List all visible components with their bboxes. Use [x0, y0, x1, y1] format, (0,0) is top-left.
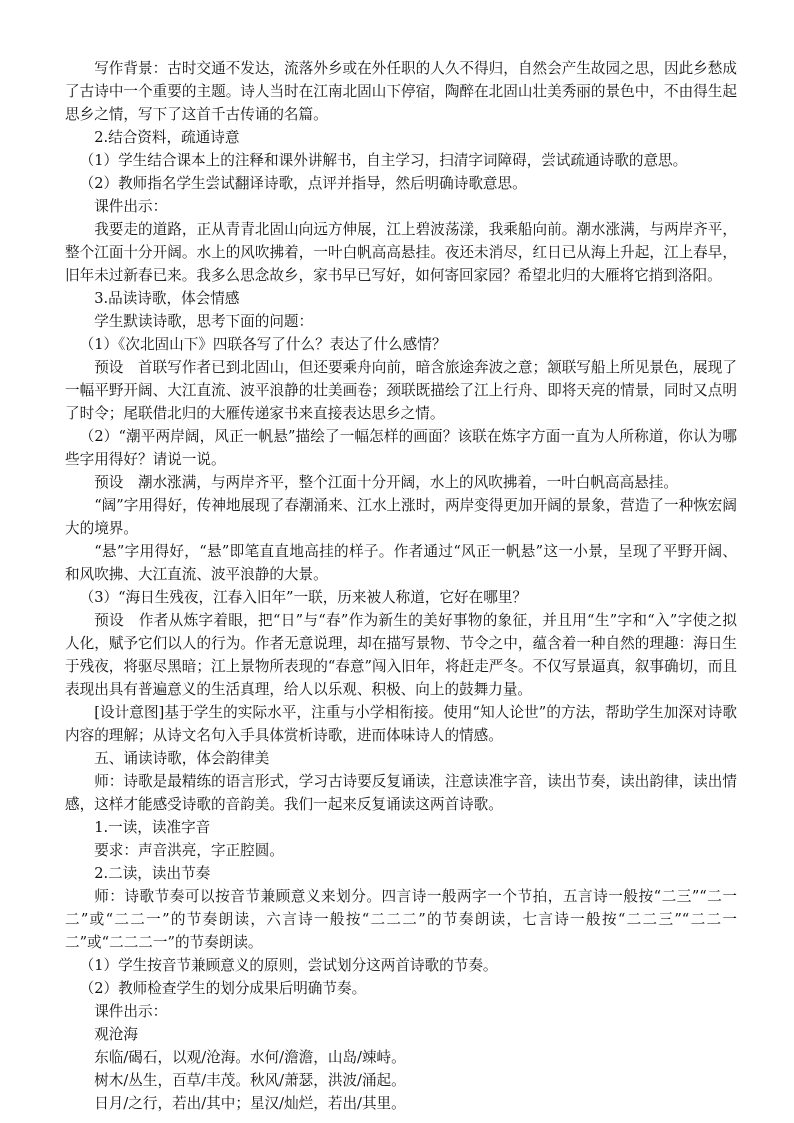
- paragraph: 树木/丛生，百草/丰茂。秋风/萧瑟，洪波/涌起。: [94, 1072, 406, 1089]
- paragraph: 写作背景：古时交通不发达，流落外乡或在外任职的人久不得归，自然会产生故园之思，因此乡愁成了古诗中一个重要的主题。诗人当时在江南北固山下停宿，陶醉在北固山壮美秀丽的景色中，不由得生起思乡之情，写下了这首千古传诵的名篇。: [65, 60, 737, 123]
- document-body: [65, 57, 737, 1115]
- paragraph: 预设 作者从炼字着眼，把“日”与“春”作为新生的美好事物的象征，并且用“生”字和“入”字使之拟人化，赋予它们以人的行为。作者无意说理，却在描写景物、节令之中，蕴含着一种自然的理趣：海日生于残夜，将驱尽黑暗；江上景物所表现的“春意”闯入旧年，将赶走严冬。不仅写景逼真，叙事确切，而且表现出具有普遍意义的生活真理，给人以乐观、积极、向上的鼓舞力量。: [65, 612, 737, 698]
- paragraph: 1.一读，读准字音: [94, 819, 211, 836]
- paragraph: 3.品读诗歌，体会情感: [94, 290, 240, 307]
- paragraph: （1）学生结合课本上的注释和课外讲解书，自主学习，扫清字词障碍，尝试疏通诗歌的意思。: [79, 152, 688, 169]
- paragraph: （2）教师指名学生尝试翻译诗歌，点评并指导，然后明确诗歌意思。: [79, 175, 527, 192]
- paragraph: 我要走的道路，正从青青北固山向远方伸展，江上碧波荡漾，我乘船向前。潮水涨满，与两岸齐平，整个江面十分开阔。水上的风吹拂着，一叶白帆高高悬挂。夜还未消尽，红日已从海上升起，江上春早，旧年未过新春已来。我多么思念故乡，家书早已写好，如何寄回家园？希望北归的大雁将它捎到洛阳。: [65, 221, 737, 284]
- paragraph: 观沧海: [94, 1026, 138, 1043]
- paragraph: （1）《次北固山下》四联各写了什么？表达了什么感情？: [79, 336, 447, 353]
- paragraph: 日月/之行，若出/其中；星汉/灿烂，若出/其里。: [94, 1095, 406, 1112]
- paragraph: 课件出示：: [94, 198, 168, 215]
- paragraph: （2）“潮平两岸阔，风正一帆悬”描绘了一幅怎样的画面？该联在炼字方面一直为人所称道，你认为哪些字用得好？请说一说。: [65, 428, 737, 468]
- paragraph: 要求：声音洪亮，字正腔圆。: [94, 842, 284, 859]
- paragraph: 预设 首联写作者已到北固山，但还要乘舟向前，暗含旅途奔波之意；颔联写船上所见景色，展现了一幅平野开阔、大江直流、波平浪静的壮美画卷；颈联既描绘了江上行舟、即将天亮的情景，同时又点明了时令；尾联借北归的大雁传递家书来直接表达思乡之情。: [65, 359, 737, 422]
- paragraph: 五、诵读诗歌，体会韵律美: [94, 750, 270, 767]
- paragraph: 师：诗歌是最精练的语言形式，学习古诗要反复诵读，注意读准字音，读出节奏，读出韵律，读出情感，这样才能感受诗歌的音韵美。我们一起来反复诵读这两首诗歌。: [65, 773, 737, 813]
- paragraph: 课件出示：: [94, 1003, 168, 1020]
- paragraph: （2）教师检查学生的划分成果后明确节奏。: [79, 980, 367, 997]
- paragraph: （3）“海日生残夜，江春入旧年”一联，历来被人称道，它好在哪里？: [79, 589, 528, 606]
- paragraph: 东临/碣石，以观/沧海。水何/澹澹，山岛/竦峙。: [94, 1049, 406, 1066]
- paragraph: “阔”字用得好，传神地展现了春潮涌来、江水上涨时，两岸变得更加开阔的景象，营造了一种恢宏阔大的境界。: [65, 497, 737, 537]
- paragraph: [设计意图]基于学生的实际水平，注重与小学相衔接。使用“知人论世”的方法，帮助学生加深对诗歌内容的理解；从诗文名句入手具体赏析诗歌，进而体味诗人的情感。: [65, 704, 737, 744]
- paragraph: 2.二读，读出节奏: [94, 865, 211, 882]
- paragraph: 师：诗歌节奏可以按音节兼顾意义来划分。四言诗一般两字一个节拍，五言诗一般按“二三”“二一二”或“二二一”的节奏朗读，六言诗一般按“二二二”的节奏朗读，七言诗一般按“二二三”“二二一二”或“二二二一”的节奏朗读。: [65, 888, 737, 951]
- paragraph: 学生默读诗歌，思考下面的问题：: [94, 313, 314, 330]
- paragraph: 2.结合资料，疏通诗意: [94, 129, 240, 146]
- paragraph: （1）学生按音节兼顾意义的原则，尝试划分这两首诗歌的节奏。: [79, 957, 498, 974]
- paragraph: 预设 潮水涨满，与两岸齐平，整个江面十分开阔，水上的风吹拂着，一叶白帆高高悬挂。: [94, 474, 678, 491]
- paragraph: “悬”字用得好，“悬”即笔直直地高挂的样子。作者通过“风正一帆悬”这一小景，呈现了平野开阔、和风吹拂、大江直流、波平浪静的大景。: [65, 543, 737, 583]
